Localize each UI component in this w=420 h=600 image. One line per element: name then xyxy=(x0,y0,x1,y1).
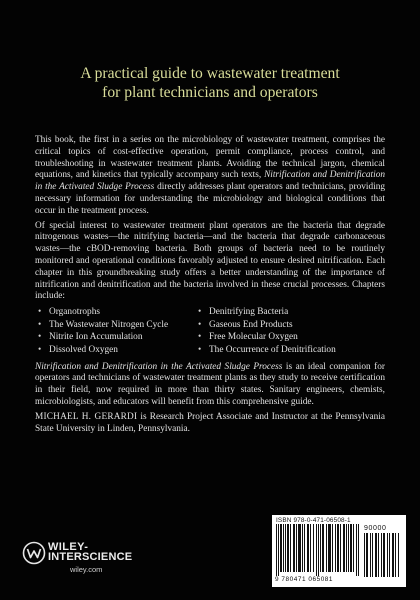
chapter-item xyxy=(195,345,385,357)
intro-text: This book, the first in a series on the microbiology of wastewater treatment, comprises the critical topics of cost-effective operation, permit compliance, process control, and troubleshooting in wastewater treatment plants. Avoiding the technical jargon, chemical equations, and kinetics that typically accompany such texts, xyxy=(35,135,385,181)
bullet-icon: • xyxy=(198,332,202,343)
chapter-title: Organotrophs xyxy=(49,307,100,318)
bullet-icon: • xyxy=(198,319,202,330)
intro-text-after: directly addresses plant operators and technicians, providing necessary information for understanding the microbiology and biological conditions that occur in the treatment process. xyxy=(35,182,385,216)
chapter-title: The Wastewater Nitrogen Cycle xyxy=(49,319,169,330)
chapter-item xyxy=(35,307,195,319)
barcode-bars-icon xyxy=(276,524,360,576)
publisher-url: wiley.com xyxy=(70,565,103,574)
publisher-logo xyxy=(22,541,132,577)
intro-book-title: Nitrification and Denitrification in the Activated Sludge Process xyxy=(35,170,385,193)
isbn-barcode xyxy=(272,515,406,587)
bullet-icon: • xyxy=(38,344,42,355)
chapter-title: Denitrifying Bacteria xyxy=(209,307,289,318)
chapter-item xyxy=(35,345,195,357)
chapter-title: The Occurrence of Denitrification xyxy=(209,344,336,355)
chapter-item xyxy=(195,307,385,319)
chapter-title: Dissolved Oxygen xyxy=(49,344,118,355)
isbn-number: ISBN 978-0-471-06508-1 xyxy=(276,517,351,524)
chapter-item xyxy=(195,332,385,344)
chapter-title: Nitrite Ion Accumulation xyxy=(49,332,143,343)
bullet-icon: • xyxy=(198,344,202,355)
bullet-icon: • xyxy=(38,332,42,343)
price-barcode-bars-icon xyxy=(364,533,400,577)
bullet-icon: • xyxy=(38,319,42,330)
interest-paragraph: Of special interest to wastewater treatment plant operators are the bacteria that degrade nitrogenous wastes—the nitrifying bacteria—and the bacteria that degrade carbonaceous wastes—the cBOD-removing bacteria. Both groups of bacteria need to be routinely monitored and operational conditions favorably adjusted to ensure desired nitrification. Each chapter in this groundbreaking study offers a better understanding of the importance of nitrification and denitrification and the bacteria involved in these crucial processes. Chapters include: xyxy=(35,220,385,302)
companion-paragraph xyxy=(35,362,385,409)
chapter-item xyxy=(35,332,195,344)
chapter-item xyxy=(195,320,385,332)
headline-line-1: A practical guide to wastewater treatment xyxy=(80,65,340,82)
headline xyxy=(0,64,420,102)
companion-text: is an ideal companion for operators and technicians of wastewater treatment plants as they study to receive certification in their field, now required in more than thirty states. Sanitary engineers, chemists, microbiologists, and educators will benefit from this comprehensive guide. xyxy=(35,361,385,407)
back-cover-body xyxy=(35,135,385,435)
bullet-icon: • xyxy=(38,307,42,318)
intro-paragraph xyxy=(35,135,385,218)
price-code: 90000 xyxy=(364,525,387,532)
companion-book-title: Nitrification and Denitrification in the Activated Sludge Process xyxy=(35,361,283,372)
chapter-title: Gaseous End Products xyxy=(209,319,293,330)
author-bio: is Research Project Associate and Instructor at the Pennsylvania State University in Linden, Pennsylvania. xyxy=(35,411,385,434)
chapter-item xyxy=(35,320,195,332)
bullet-icon: • xyxy=(198,307,202,318)
chapter-title: Free Molecular Oxygen xyxy=(209,332,298,343)
ean-digits: 9 780471 065081 xyxy=(275,576,334,583)
author-paragraph xyxy=(35,412,385,436)
headline-line-2: for plant technicians and operators xyxy=(102,84,318,101)
author-name: MICHAEL H. GERARDI xyxy=(35,411,138,422)
publisher-name-line-2: INTERSCIENCE xyxy=(48,551,133,563)
wiley-logo-icon xyxy=(22,541,46,565)
publisher-name-line-1: WILEY- xyxy=(48,541,89,553)
chapter-list xyxy=(35,307,385,356)
